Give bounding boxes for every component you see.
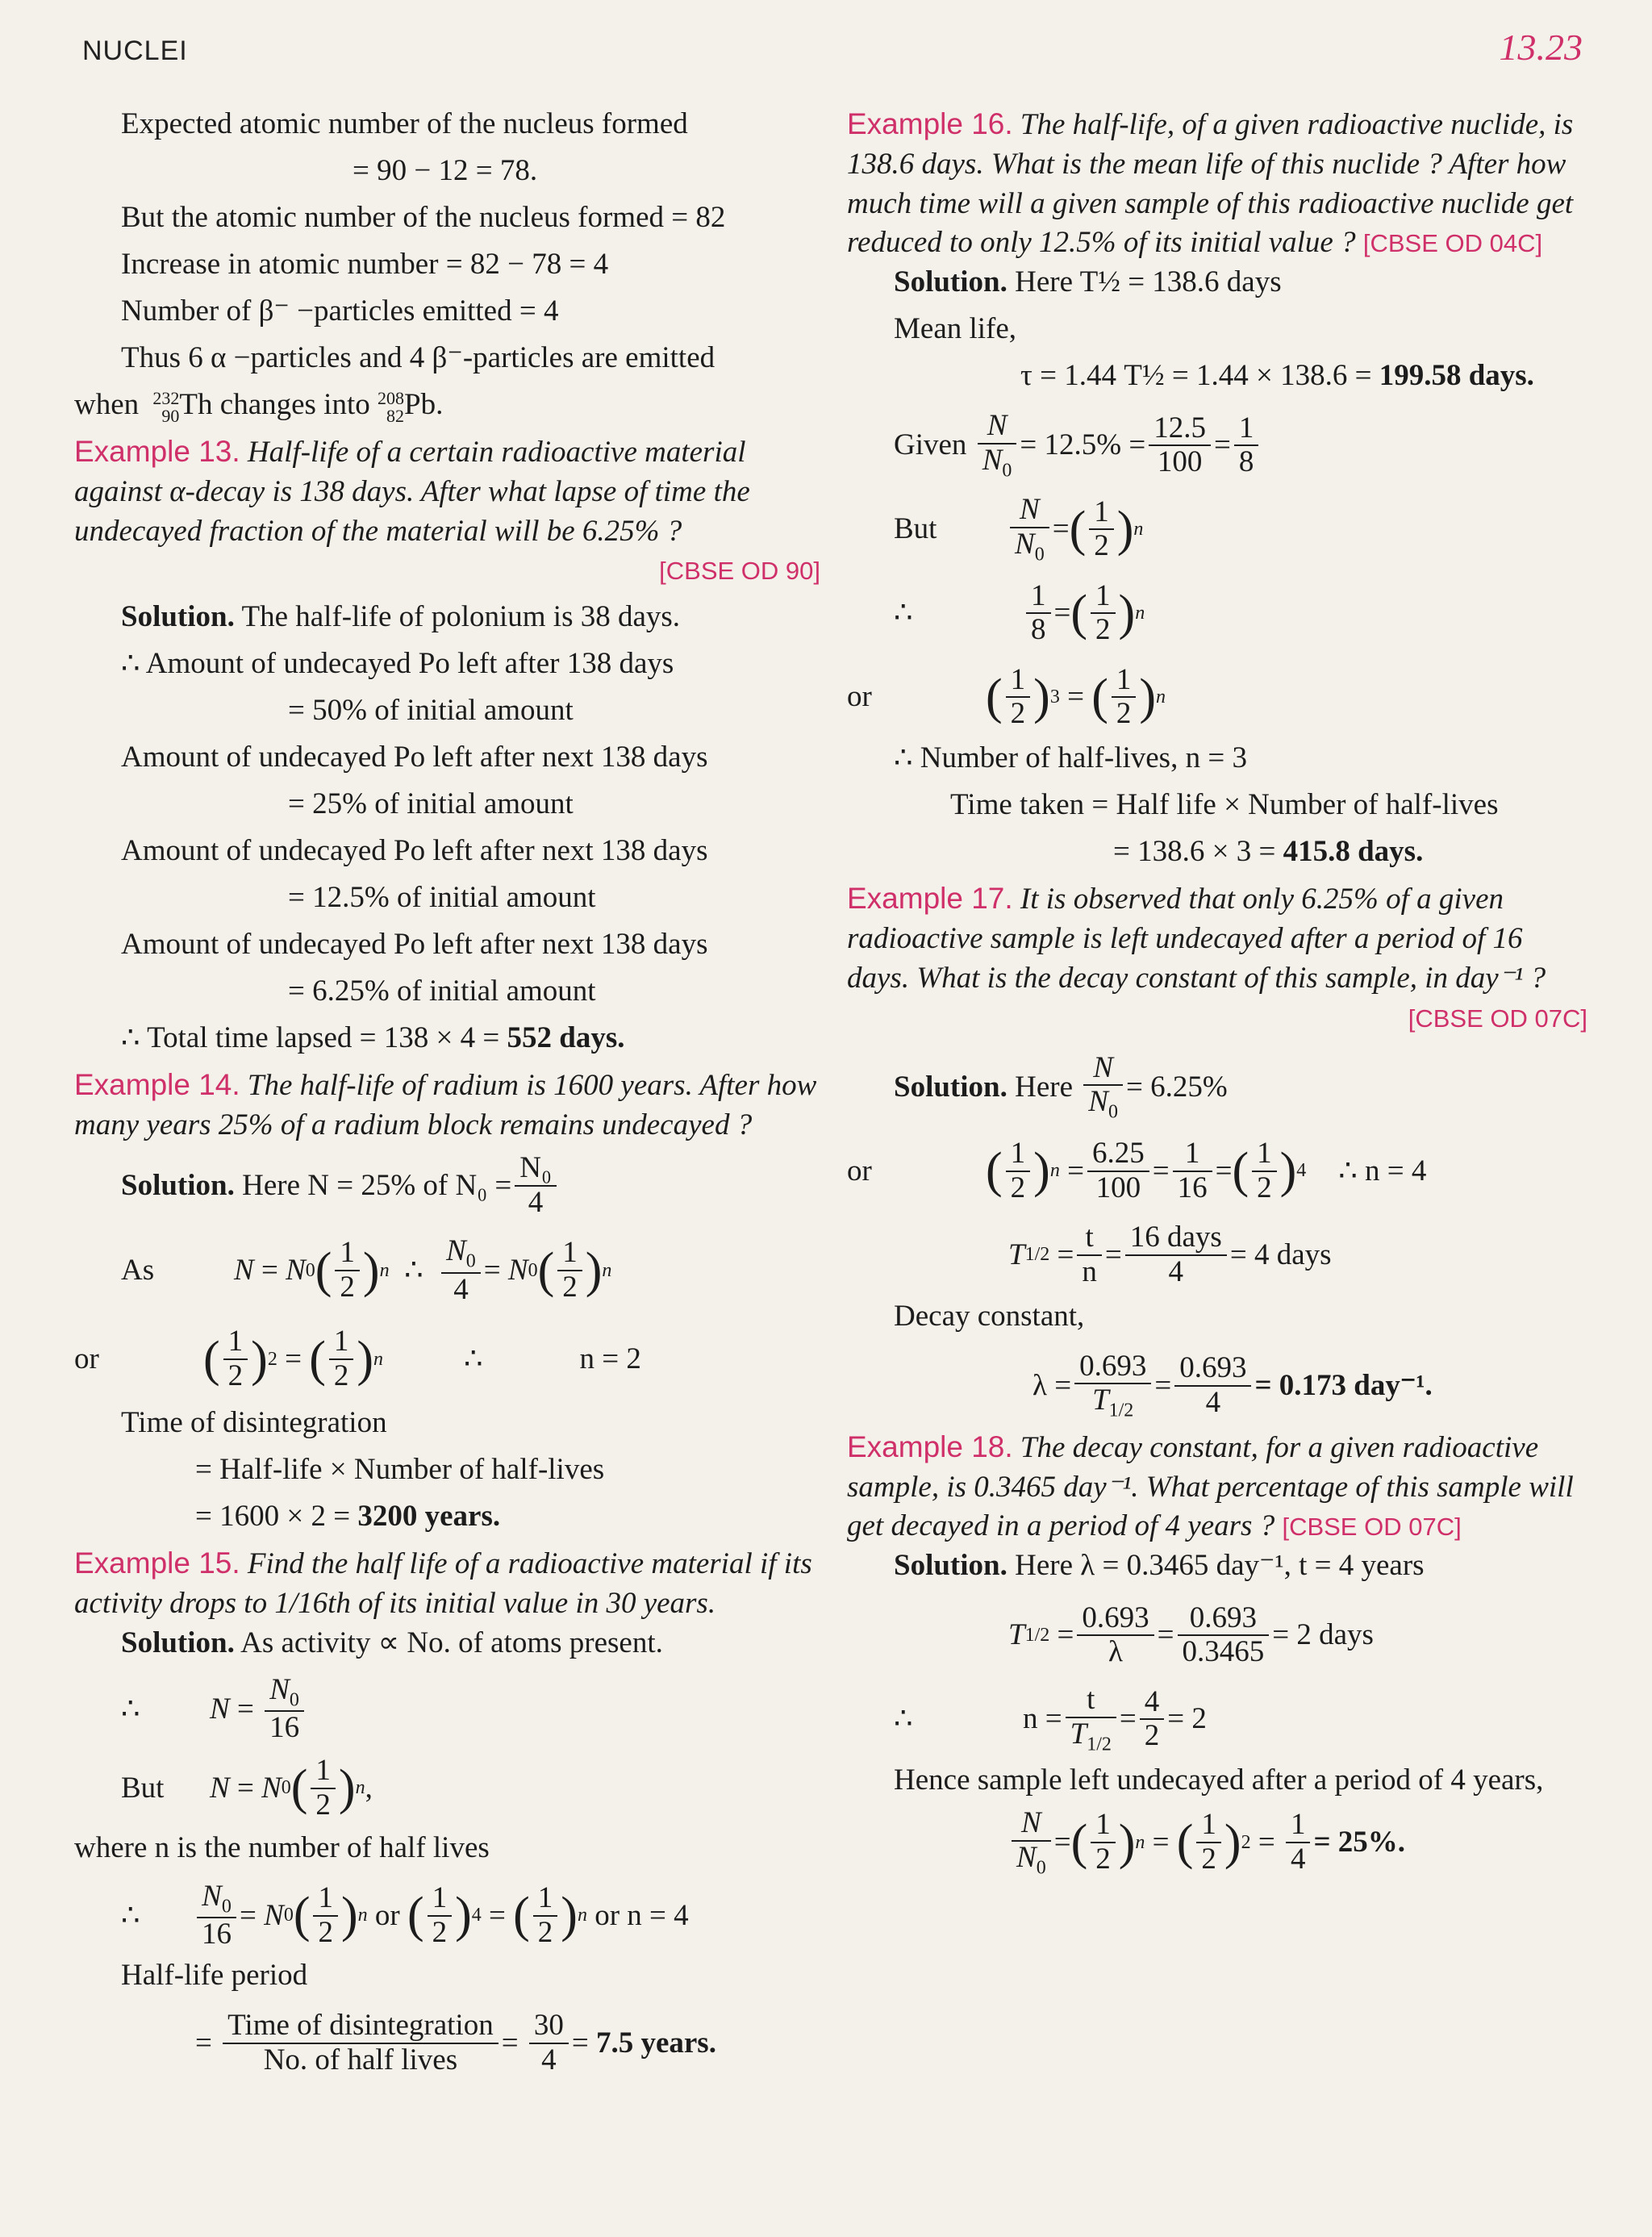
label: or (847, 680, 872, 714)
equation-line: or ( $\frac{1}{2}$ ) 3 = ( $\frac{1}{2}$ ) n (847, 662, 1166, 731)
equation-line: = $\frac{\text{Time of disintegration}}{\text{No. of half lives}}$ = $\frac{30}{4}$ = 7.5 years. (195, 2009, 716, 2076)
label: Given (894, 428, 967, 462)
solution-line: Solution. Here $\frac{N}{N_0}$ = 6.25% (894, 1050, 1228, 1123)
equation-line: λ = $\frac{0.693}{T_{1/2}}$ = $\frac{0.693}{4}$ = 0.173 day⁻¹. (1032, 1349, 1433, 1421)
text-line: Amount of undecayed Po left after next 138 days (121, 834, 708, 868)
numerator: 16 days (1125, 1221, 1227, 1256)
numerator: 1 (1173, 1137, 1212, 1172)
atomic-number: 90 (161, 405, 180, 426)
solution-line (74, 1146, 820, 1226)
symbol: Th (179, 388, 213, 421)
ref-text: [CBSE OD 07C] (1408, 1004, 1587, 1033)
denominator: 100 (1095, 1171, 1141, 1204)
question-text: The half-life, of a given radioactive nuclide, is 138.6 days. What is the mean life of this nuclide ? After how much time will a given sample of this radioactive nuclide get reduced to only 12.5% of its initial value ? (847, 108, 1574, 260)
result: = 4 days (1229, 1237, 1332, 1271)
text: Here T½ = 138.6 days (1015, 265, 1282, 299)
solution-label: Solution. (121, 1626, 235, 1659)
text-line: = 12.5% of initial amount (288, 881, 596, 915)
numerator: 4 (1140, 1686, 1165, 1721)
example-16-question (847, 105, 1587, 263)
nuclide-line (74, 386, 820, 432)
equation-line: T 1/2 = $\frac{t}{n}$ = $\frac{\text{16 days}}{4}$ = 4 days (1008, 1221, 1332, 1288)
solution-label: Solution. (894, 1549, 1007, 1583)
text: τ = 1.44 T½ = 1.44 × 138.6 = (1020, 359, 1372, 393)
example-15-question (74, 1544, 820, 1624)
text-line: = Half-life × Number of half-lives (195, 1453, 605, 1487)
text-line: ∴ Amount of undecayed Po left after 138 days (121, 647, 674, 681)
text: The half-life of polonium is 38 days. (241, 600, 681, 634)
solution-label: Solution. (121, 600, 235, 634)
numerator: t (1066, 1684, 1116, 1718)
text-line: Mean life, (894, 312, 1017, 346)
question-text: The decay constant, for a given radioactive sample, is 0.3465 day⁻¹. What percentage of this sample will get decayed in a period of 4 years ? (847, 1430, 1574, 1543)
result: = 2 (1167, 1702, 1207, 1736)
text-line: = 6.25% of initial amount (288, 975, 596, 1008)
text: = 1600 × 2 = (195, 1500, 351, 1534)
equation-line: As N = N 0 ( $\frac{1}{2}$ ) n ∴ $\frac{N_0}{4}$ = N 0 ( $\frac{1}{2}$ ) n (121, 1233, 612, 1306)
text-line: Hence sample left undecayed after a period of 4 years, (894, 1763, 1544, 1797)
equation-line: $\frac{N}{N_0}$ = ( $\frac{1}{2}$ ) n = ( $\frac{1}{2}$ ) 2 = $\frac{1}{4}$ = 25%. (847, 1801, 1587, 1884)
denominator: 100 (1157, 445, 1203, 479)
result: n = 2 (579, 1342, 641, 1376)
question-text: The half-life of radium is 1600 years. After how many years 25% of a radium block remains undecayed ? (74, 1069, 817, 1142)
solution-label: Solution. (894, 265, 1007, 299)
text-line: Half-life period (121, 1958, 308, 1992)
label: ∴ (894, 1702, 913, 1736)
text-line: = 50% of initial amount (288, 694, 574, 728)
equation-line: ∴ $\frac{N_0}{16}$ = N 0 ( $\frac{1}{2}$ ) n or ( $\frac{1}{2}$ ) 4 = ( $\frac{1}{2}$ ) n or n = 4 (121, 1879, 689, 1951)
answer: = 25%. (1313, 1826, 1406, 1859)
cbse-reference: [CBSE OD 04C] (1362, 229, 1543, 258)
solution-line (74, 598, 820, 645)
numerator: Time of disintegration (223, 2010, 499, 2044)
solution-line (847, 263, 1587, 310)
text-line: Time of disintegration (121, 1406, 387, 1440)
denominator: 4 (528, 1186, 544, 1220)
text: As activity ∝ No. of atoms present. (240, 1626, 663, 1659)
text: = (1213, 428, 1231, 462)
label: As (121, 1254, 155, 1288)
label: ∴ (894, 596, 913, 630)
text: = 12.5% = (1020, 428, 1146, 462)
text: = 6.25% (1125, 1070, 1228, 1104)
text: when (74, 388, 140, 421)
text-line: = 25% of initial amount (288, 787, 574, 821)
text: or (374, 1898, 400, 1932)
numerator: 12.5 (1149, 412, 1211, 447)
answer: 415.8 days. (1283, 835, 1424, 869)
text: Here λ = 0.3465 day⁻¹, t = 4 years (1015, 1549, 1425, 1583)
numerator: 0.693 (1077, 1602, 1153, 1637)
example-14-question (74, 1066, 820, 1146)
text-line: Decay constant, (894, 1299, 1085, 1333)
text-line (74, 1019, 820, 1066)
cbse-reference (74, 551, 820, 598)
solution-label: Solution. (894, 1070, 1007, 1104)
text-line: = 90 − 12 = 78. (353, 154, 538, 187)
mass-number: 208 (378, 387, 404, 408)
equation-line: or ( $\frac{1}{2}$ ) 2 = ( $\frac{1}{2}$ ) n ∴ n = 2 (74, 1325, 641, 1393)
text-line: Expected atomic number of the nucleus formed (121, 107, 688, 140)
atomic-number: 82 (386, 405, 404, 426)
denominator: 0.3465 (1182, 1635, 1265, 1669)
example-13-question (74, 432, 820, 551)
denominator: 4 (541, 2043, 557, 2076)
text-line (847, 833, 1587, 879)
result: = 2 days (1272, 1618, 1374, 1652)
equation-line: ∴ $\frac{1}{8}$ = ( $\frac{1}{2}$ ) n (894, 578, 1145, 647)
text: Here (1015, 1070, 1074, 1104)
answer: 3200 years. (357, 1500, 501, 1534)
label: or (847, 1154, 872, 1187)
denominator: 4 (1168, 1254, 1184, 1288)
text-line (74, 1497, 820, 1544)
label: But (894, 512, 937, 546)
equation-line: ∴ n = $\frac{t}{T_{1/2}}$ = $\frac{4}{2}$ = 2 (894, 1683, 1207, 1755)
denominator: λ (1108, 1635, 1123, 1669)
text-line: where n is the number of half lives (74, 1830, 490, 1864)
numerator: 1 (1234, 412, 1259, 447)
cbse-reference (847, 999, 1587, 1045)
example-heading: Example 17. (847, 882, 1013, 916)
question-text: Half-life of a certain radioactive material against α-decay is 138 days. After what lapse of time the undecayed fraction of the material will be 6.25% ? (74, 436, 750, 548)
page-number: 13.23 (1499, 27, 1583, 68)
label: or (74, 1342, 99, 1376)
example-heading: Example 18. (847, 1429, 1013, 1463)
denominator: 2 (1144, 1719, 1160, 1753)
text-line (847, 357, 1587, 403)
equation-line: T 1/2 = $\frac{0.693}{\lambda}$ = $\frac{0.693}{0.3465}$ = 2 days (1008, 1601, 1374, 1669)
result: or n = 4 (594, 1898, 689, 1932)
example-17-question (847, 879, 1587, 998)
text: n = (1023, 1702, 1062, 1736)
equation-line: ∴ N = $\frac{N_0}{16}$ (74, 1671, 820, 1748)
fraction (515, 1152, 557, 1219)
label: But (121, 1771, 165, 1805)
solution-line (847, 1546, 1587, 1593)
question-text: Find the half life of a radioactive material if its activity drops to 1/16th of its initial value in 30 years. (74, 1547, 812, 1620)
equation-line: Given $\frac{N}{N_0}$ = 12.5% = $\frac{12.5}{100}$ = $\frac{1}{8}$ (847, 403, 1587, 487)
answer: 199.58 days. (1379, 359, 1534, 393)
denominator: No. of half lives (263, 2043, 458, 2076)
text: ∴ Total time lapsed = 138 × 4 = (121, 1021, 500, 1055)
text-line: But the atomic number of the nucleus formed = 82 (121, 201, 726, 234)
denominator: 16 (1177, 1171, 1208, 1204)
text-line: Amount of undecayed Po left after next 138 days (121, 928, 708, 962)
example-heading: Example 16. (847, 107, 1013, 140)
text: Here N = 25% of N₀ = (242, 1169, 512, 1203)
text-line: Thus 6 α −particles and 4 β⁻-particles are emitted (121, 341, 715, 374)
text: changes into (219, 388, 370, 421)
denominator: n (1082, 1254, 1097, 1288)
right-column (847, 105, 1587, 1884)
nuclide-scripts (152, 387, 180, 426)
text-line: ∴ Number of half-lives, n = 3 (894, 741, 1247, 775)
text-line: Amount of undecayed Po left after next 138 days (121, 741, 708, 774)
denominator: 8 (1238, 445, 1254, 479)
symbol: Pb. (404, 388, 444, 421)
solution-line (74, 1624, 820, 1671)
ref-text: [CBSE OD 90] (659, 557, 820, 586)
left-column (74, 105, 820, 2084)
text: = 138.6 × 3 = (1113, 835, 1276, 869)
mass-number: 232 (152, 387, 180, 408)
cbse-reference: [CBSE OD 07C] (1282, 1513, 1462, 1542)
numerator: 0.693 (1074, 1350, 1151, 1385)
chapter-title: NUCLEI (82, 35, 188, 66)
result: ∴ n = 4 (1338, 1154, 1427, 1187)
question-text: It is observed that only 6.25% of a given radioactive sample is left undecayed after a period of 16 days. What is the decay constant of this sample, in day⁻¹ ? (847, 883, 1546, 995)
equation-line: But $\frac{N}{N_0}$ = ( $\frac{1}{2}$ ) n (894, 493, 1144, 566)
answer: 552 days. (507, 1021, 625, 1055)
example-heading: Example 15. (74, 1546, 240, 1580)
text-line: Time taken = Half life × Number of half-lives (950, 788, 1499, 822)
text-line: Increase in atomic number = 82 − 78 = 4 (121, 248, 609, 281)
answer: 7.5 years. (595, 2026, 716, 2060)
numerator: N₀ (515, 1152, 557, 1187)
equation-line: But N = N 0 ( $\frac{1}{2}$ ) n , (121, 1754, 373, 1822)
numerator: t (1077, 1221, 1102, 1256)
numerator: 0.693 (1174, 1352, 1251, 1387)
numerator: 0.693 (1178, 1602, 1270, 1637)
example-18-question (847, 1428, 1587, 1546)
nuclide-scripts (378, 387, 404, 426)
example-heading: Example 14. (74, 1068, 240, 1102)
numerator: 6.25 (1087, 1137, 1149, 1172)
example-heading: Example 13. (74, 435, 240, 468)
equation-line: or ( $\frac{1}{2}$ ) n = $\frac{6.25}{100}$ = $\frac{1}{16}$ = ( $\frac{1}{2}$ ) 4 ∴ n = 4 (847, 1137, 1427, 1204)
answer: = 0.173 day⁻¹. (1254, 1368, 1433, 1402)
solution-label: Solution. (121, 1169, 235, 1203)
numerator: 30 (529, 2010, 569, 2044)
text-line: Number of β⁻ −particles emitted = 4 (121, 294, 559, 328)
